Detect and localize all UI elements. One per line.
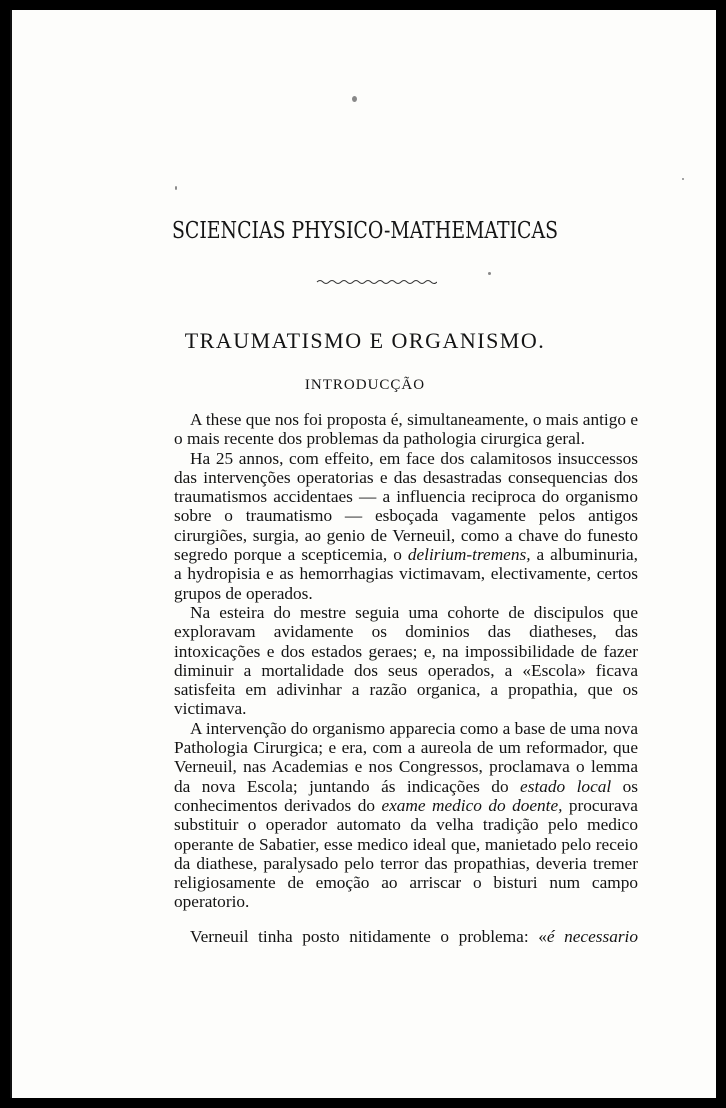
text-run: os conhecimentos derivados do [174,776,639,815]
paper-speck [352,96,357,102]
paper-speck [682,178,684,180]
text-run: a albuminuria, a hydropisia e as hemorrhagias victimavam, electivamente, certos grupos de operados. [174,545,638,603]
paragraph [174,449,638,603]
italic-run: delirium-tremens, [407,545,531,565]
document-page [10,10,716,1098]
text-run: Ha 25 annos, com effeito, em face dos calamitosos insuccessos das intervenções operatorias e das desastradas consequencias dos traumatismos accidentaes — a influencia reciproca do organismo sobre o traumatismo — esboçada vagamente pelos antigos cirurgiões, surgia, ao genio de Verneuil, como a chave do funesto segredo porque a scepticemia, o [174,448,638,565]
paper-speck [175,186,177,190]
paragraph [174,927,638,946]
italic-run: estado local [520,776,612,796]
text-run: Na esteira do mestre seguia uma cohorte de discipulos que exploravam avidamente os dominios das diatheses, das intoxicações e dos estados geraes; e, na impossibilidade de fazer diminuir a mortalidade dos seus operados, a «Escola» ficava satisfeita em adivinhar a razão organica, a propathia, que os victimava. [174,602,638,719]
text-run: procurava substituir o operador automato da velha tradição pelo medico operante de Sabatier, esse medico ideal que, manietado pelo receio da diathese, paralysado pelo terror das propathias, deveria tremer religiosamente de emoção ao arriscar o bisturi num campo operatorio. [174,795,638,912]
text-run: A intervenção do organismo apparecia como a base de uma nova Pathologia Cirurgica; e era, com a aureola de um reformador, que Verneuil, nas Academias e nos Congressos, proclamava o lemma da nova Escola; juntando ás indicações do [174,718,638,796]
text-run: A these que nos foi proposta é, simultaneamente, o mais antigo e o mais recente dos problemas da pathologia cirurgica geral. [174,410,638,449]
subheading: INTRODUCÇÃO [304,377,426,393]
paragraph [174,719,638,912]
body-text [174,410,638,946]
italic-run: exame medico do doente, [381,795,563,815]
text-run: Verneuil tinha posto nitidamente o problema: « [190,926,547,946]
section-heading: SCIENCIAS PHYSICO-MATHEMATICAS [171,218,558,244]
paragraph [174,603,638,719]
ornament-divider [315,278,437,286]
chapter-title: TRAUMATISMO E ORGANISMO. [184,328,546,353]
paragraph [174,410,638,449]
paper-speck [488,272,491,275]
italic-run: é necessario [546,926,639,946]
